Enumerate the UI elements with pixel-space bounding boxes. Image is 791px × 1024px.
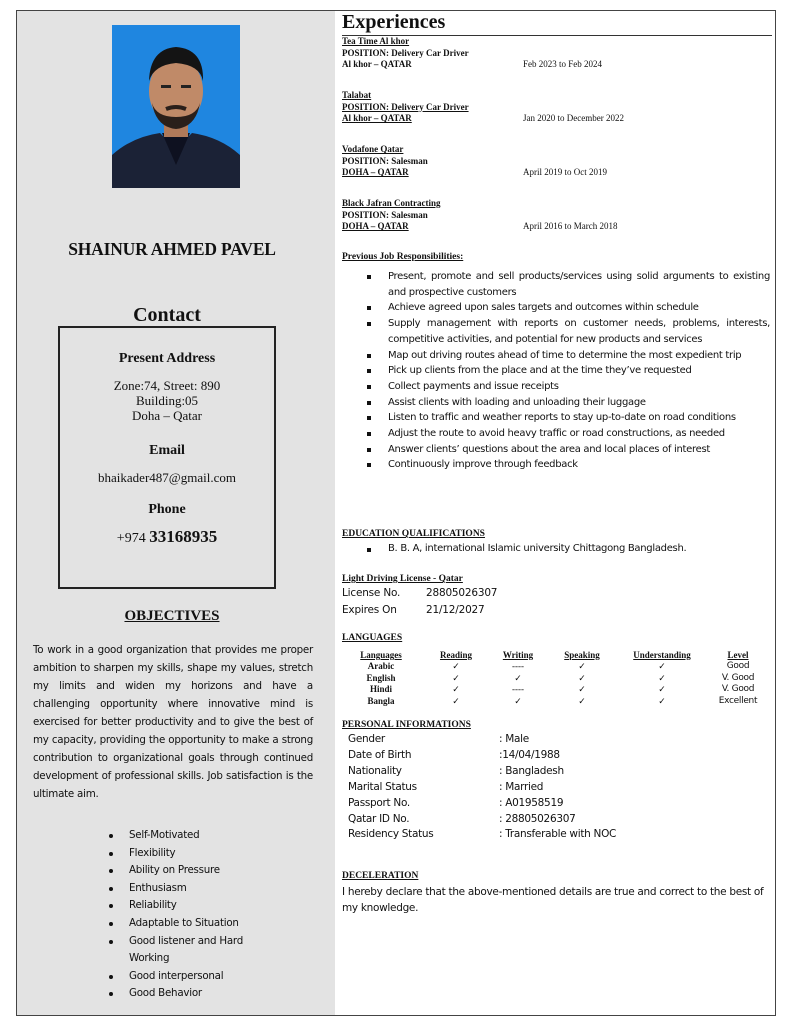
license-number-label: License No.	[342, 587, 401, 599]
table-row	[342, 696, 772, 708]
applicant-name: SHAINUR AHMED PAVEL	[68, 239, 276, 259]
info-label: Nationality	[348, 765, 402, 777]
job-position: POSITION: Salesman	[342, 209, 428, 220]
column-header: Reading	[439, 650, 472, 660]
language-cell: English	[366, 672, 396, 683]
table-row	[342, 673, 772, 685]
info-label: Residency Status	[348, 828, 434, 840]
job-company: Black Jafran Contracting	[342, 198, 441, 208]
phone-heading: Phone	[148, 502, 186, 517]
responsibility-item: Listen to traffic and weather reports to stay up-to-date on road conditions	[342, 410, 770, 426]
job-location: DOHA – QATAR	[342, 221, 409, 231]
profile-photo	[112, 25, 240, 188]
language-cell: Bangla	[367, 695, 395, 706]
email-heading: Email	[149, 443, 185, 458]
job-position: POSITION: Delivery Car Driver	[342, 47, 469, 58]
objectives-text: To work in a good organization that provides me proper ambition to sharpen my skills, shape my values, stretch my limits and widen my horizons and have a challenging opportunity where innovative mind is exercised for better productivity and to give the best of my capacity, providing the opportunity to make a strong contribution to organizational goals through continued development of professional skills. Job satisfaction is the ultimate aim.	[33, 644, 313, 800]
column-header: Speaking	[564, 650, 600, 660]
responsibility-item: Adjust the route to avoid heavy traffic or road constructions, as needed	[342, 426, 770, 442]
skill-item: Good interpersonal	[109, 968, 269, 986]
skill-item: Good Behavior	[109, 985, 269, 1003]
info-label: Date of Birth	[348, 749, 412, 761]
table-row	[342, 684, 772, 696]
resume-page	[16, 10, 776, 1016]
info-label: Marital Status	[348, 781, 417, 793]
job-location: DOHA – QATAR	[342, 167, 409, 177]
skill-cell: ✓	[514, 672, 522, 683]
personal-info-row	[348, 797, 768, 809]
info-value: :14/04/1988	[499, 749, 560, 761]
skill-cell: ✓	[658, 684, 666, 695]
languages-heading: LANGUAGES	[342, 633, 403, 643]
education-item: B. B. A, international Islamic university Chittagong Bangladesh.	[342, 543, 772, 554]
level-cell: Good	[726, 661, 750, 672]
skills-list	[109, 827, 269, 1003]
declaration-text: I hereby declare that the above-mentioned details are true and correct to the best of my knowledge.	[342, 886, 764, 914]
personal-info-row	[348, 813, 768, 825]
skill-item: Self-Motivated	[109, 827, 269, 845]
info-label: Passport No.	[348, 797, 410, 809]
job-period: Jan 2020 to December 2022	[523, 113, 624, 123]
responsibility-item: Assist clients with loading and unloading their luggage	[342, 395, 770, 411]
personal-info-row	[348, 781, 768, 793]
info-value: : A01958519	[499, 797, 564, 809]
table-header-row	[342, 649, 772, 661]
experiences-heading: Experiences	[342, 11, 446, 33]
phone-number: +974 33168935	[116, 527, 218, 546]
personal-info-row	[348, 765, 768, 777]
license-number: 28805026307	[426, 587, 498, 599]
column-header: Writing	[502, 650, 534, 660]
skill-cell: ✓	[578, 672, 586, 683]
responsibilities-heading: Previous Job Responsibilities:	[342, 252, 464, 262]
responsibility-item: Supply management with reports on customer needs, problems, interests, competitive activities, and potential for new products and services	[342, 316, 770, 347]
job-company: Vodafone Qatar	[342, 144, 404, 154]
job-location: Al khor – QATAR	[342, 113, 412, 123]
skill-cell: ✓	[658, 661, 666, 672]
license-heading: Light Driving License - Qatar	[342, 574, 463, 584]
skill-cell: ✓	[452, 695, 460, 706]
address-heading: Present Address	[118, 351, 216, 366]
skill-item: Reliability	[109, 897, 269, 915]
responsibility-item: Continuously improve through feedback	[342, 457, 770, 473]
language-cell: Arabic	[367, 661, 395, 672]
job-entry	[342, 90, 772, 125]
license-expiry: 21/12/2027	[426, 604, 485, 616]
personal-info-row	[348, 749, 768, 761]
skill-item: Ability on Pressure	[109, 862, 269, 880]
skill-cell: ✓	[452, 684, 460, 695]
info-value: : 28805026307	[499, 813, 576, 825]
info-value: : Male	[499, 733, 529, 745]
job-location: Al khor – QATAR	[342, 59, 412, 69]
education-heading: EDUCATION QUALIFICATIONS	[342, 529, 485, 539]
info-label: Gender	[348, 733, 385, 745]
job-company: Tea Time Al khor	[342, 36, 410, 46]
contact-heading: Contact	[17, 304, 317, 327]
job-entry	[342, 144, 772, 179]
skill-cell: ✓	[658, 695, 666, 706]
job-period: Feb 2023 to Feb 2024	[523, 59, 603, 69]
info-value: : Transferable with NOC	[499, 828, 617, 840]
skill-item: Flexibility	[109, 845, 269, 863]
address-line: Doha – Qatar	[131, 408, 203, 423]
column-header: Languages	[360, 650, 402, 660]
job-entry	[342, 198, 772, 233]
email-address: bhaikader487@gmail.com	[98, 470, 236, 485]
skill-cell: ✓	[578, 695, 586, 706]
language-cell: Hindi	[369, 684, 392, 695]
personal-info-row	[348, 733, 768, 745]
level-cell: Excellent	[718, 695, 758, 706]
license-expiry-label: Expires On	[342, 604, 397, 616]
level-cell: V. Good	[721, 684, 755, 695]
main-column	[342, 11, 772, 1015]
skill-cell: ✓	[578, 661, 586, 672]
sidebar	[17, 11, 335, 1015]
skill-cell: ----	[512, 661, 524, 672]
skill-item: Enthusiasm	[109, 880, 269, 898]
responsibility-item: Answer clients’ questions about the area and local places of interest	[342, 442, 770, 458]
job-company: Talabat	[342, 90, 372, 100]
skill-item: Good listener and Hard Working	[109, 933, 269, 968]
personal-info-heading: PERSONAL INFORMATIONS	[342, 720, 471, 730]
address-line: Building:05	[135, 393, 199, 408]
skill-cell: ✓	[658, 672, 666, 683]
license-expiry-row	[342, 604, 485, 616]
table-row	[342, 661, 772, 673]
responsibility-item: Collect payments and issue receipts	[342, 379, 770, 395]
job-position: POSITION: Delivery Car Driver	[342, 101, 469, 112]
license-number-row	[342, 587, 498, 599]
responsibilities-list	[342, 269, 770, 473]
responsibility-item: Present, promote and sell products/services using solid arguments to existing and prospective customers	[342, 269, 770, 300]
responsibility-item: Pick up clients from the place and at the time they’ve requested	[342, 363, 770, 379]
languages-table	[342, 649, 772, 707]
column-header: Understanding	[633, 650, 691, 660]
objectives-heading: OBJECTIVES	[124, 608, 220, 624]
declaration-heading: DECELERATION	[342, 871, 419, 881]
skill-cell: ✓	[578, 684, 586, 695]
responsibility-item: Achieve agreed upon sales targets and outcomes within schedule	[342, 300, 770, 316]
skill-item: Adaptable to Situation	[109, 915, 269, 933]
address-line: Zone:74, Street: 890	[113, 378, 221, 393]
column-header: Level	[727, 650, 749, 660]
level-cell: V. Good	[721, 672, 755, 683]
job-entry	[342, 36, 772, 71]
skill-cell: ✓	[452, 672, 460, 683]
job-position: POSITION: Salesman	[342, 155, 428, 166]
info-value: : Bangladesh	[499, 765, 564, 777]
info-value: : Married	[499, 781, 544, 793]
skill-cell: ----	[512, 684, 524, 695]
responsibility-item: Map out driving routes ahead of time to determine the most expedient trip	[342, 348, 770, 364]
job-period: April 2016 to March 2018	[523, 221, 618, 231]
skill-cell: ✓	[452, 661, 460, 672]
personal-info-row	[348, 828, 768, 840]
info-label: Qatar ID No.	[348, 813, 410, 825]
skill-cell: ✓	[514, 695, 522, 706]
job-period: April 2019 to Oct 2019	[523, 167, 607, 177]
